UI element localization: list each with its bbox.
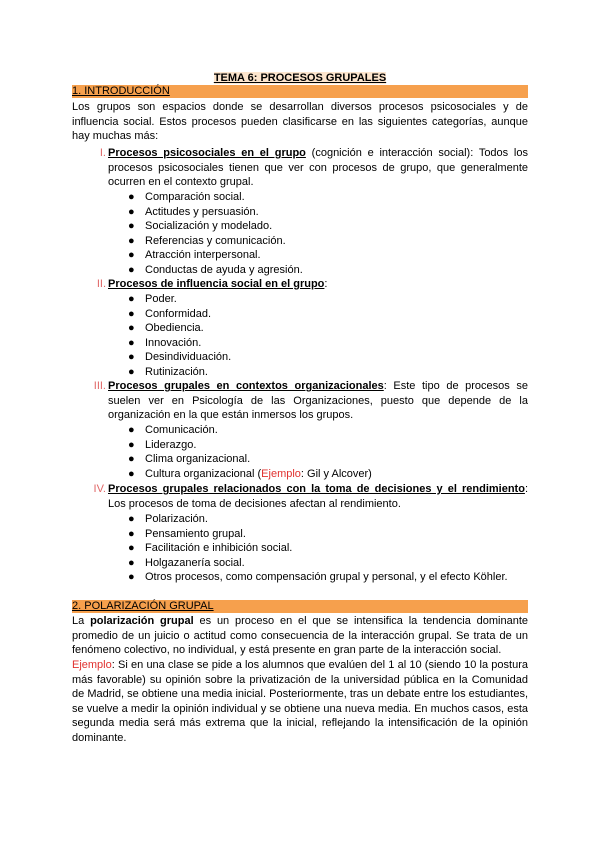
- list-item: Polarización.: [145, 513, 208, 525]
- list-item: Desindividuación.: [145, 351, 232, 363]
- example-paragraph: Ejemplo: Si en una clase se pide a los alumnos que evalúen del 1 al 10 (siendo 10 la postura más favorable) su opinión sobre la privatización de la universidad pública en la Comunidad de Madrid, se obtiene una media inicial. Posteriormente, tras un debate entre los estudiantes, se vuelve a medir la opinión individual y se obtiene una nueva media. En muchos casos, esta segunda media será más extrema que la inicial, reflejando la intensificación de la opinión dominante.: [72, 659, 528, 744]
- list-item: Cultura organizacional (Ejemplo: Gil y Alcover): [145, 467, 372, 480]
- numeral-1: I.: [99, 147, 106, 159]
- bullet-icon: ●: [128, 453, 135, 465]
- list-item: Obediencia.: [145, 322, 204, 334]
- list-item: Socialización y modelado.: [145, 220, 273, 232]
- list-item: Innovación.: [145, 336, 202, 349]
- item-2-title: Procesos de influencia social en el grupo: [108, 278, 325, 290]
- item-2-text: Procesos de influencia social en el grupo:: [108, 278, 328, 290]
- list-item: Liderazgo.: [145, 438, 197, 451]
- list-item: Atracción interpersonal.: [145, 249, 261, 261]
- item-4-text: Procesos grupales relacionados con la toma de decisiones y el rendimiento: Los procesos de toma de decisiones afectan al rendimiento.: [108, 483, 528, 510]
- bullet-icon: ●: [128, 234, 135, 247]
- bullet-icon: ●: [128, 336, 135, 349]
- bullet-icon: ●: [128, 527, 135, 540]
- example-label: Ejemplo: [261, 467, 301, 480]
- list-item: Conformidad.: [145, 307, 212, 320]
- section-heading-polarizacion: 2. POLARIZACIÓN GRUPAL: [72, 600, 528, 613]
- intro-paragraph: Los grupos son espacios donde se desarrollan diversos procesos psicosociales y de influencia social. Estos procesos pueden clasificarse en las siguientes categorías, aunque hay muchas más:: [72, 101, 528, 142]
- example-label: Ejemplo: [72, 659, 112, 671]
- bullet-icon: ●: [128, 249, 135, 261]
- bullet-icon: ●: [128, 365, 135, 378]
- bullet-icon: ●: [128, 467, 135, 480]
- bullet-icon: ●: [128, 307, 135, 320]
- section-heading-introduccion: 1. INTRODUCCIÓN: [72, 85, 528, 98]
- polarization-paragraph: La polarización grupal es un proceso en el que se intensifica la tendencia dominante promedio de un juicio o actitud como consecuencia de la interacción grupal. Se trata de un fenómeno colectivo, no individual, y está presente en gran parte de la interacción social.: [72, 615, 528, 656]
- numeral-3: III.: [93, 380, 106, 392]
- list-item: Clima organizacional.: [145, 453, 251, 465]
- bullet-icon: ●: [128, 293, 135, 305]
- list-item: Referencias y comunicación.: [145, 234, 286, 247]
- item-1-title: Procesos psicosociales en el grupo: [108, 147, 306, 159]
- list-item: Comparación social.: [145, 191, 245, 203]
- bullet-icon: ●: [128, 322, 135, 334]
- bullet-icon: ●: [128, 438, 135, 451]
- item-1-text: Procesos psicosociales en el grupo (cognición e interacción social): Todos los procesos psicosociales tienen que ver con procesos de grupo, que generalmente ocurren en el contexto grupal.: [108, 147, 528, 188]
- bullet-icon: ●: [128, 542, 135, 554]
- list-item: Otros procesos, como compensación grupal y personal, y el efecto Köhler.: [145, 571, 508, 583]
- bullet-icon: ●: [128, 351, 135, 363]
- item-4-title: Procesos grupales relacionados con la toma de decisiones y el rendimiento: [108, 483, 525, 495]
- page-title: TEMA 6: PROCESOS GRUPALES: [213, 72, 387, 84]
- numeral-4: IV.: [93, 483, 106, 495]
- numeral-2: II.: [96, 278, 106, 290]
- list-item: Holgazanería social.: [145, 556, 245, 569]
- list-item: Comunicación.: [145, 424, 218, 436]
- bullet-icon: ●: [128, 220, 135, 232]
- item-3-title: Procesos grupales en contextos organizacionales: [108, 380, 384, 392]
- list-item: Conductas de ayuda y agresión.: [145, 263, 303, 276]
- bullet-icon: ●: [128, 513, 135, 525]
- list-item: Pensamiento grupal.: [145, 527, 246, 540]
- bullet-icon: ●: [128, 556, 135, 569]
- bullet-icon: ●: [128, 263, 135, 276]
- polarization-term: polarización grupal: [90, 615, 194, 627]
- item-3-text: Procesos grupales en contextos organizacionales: Este tipo de procesos se suelen ver en Psicología de las Organizaciones, puesto que depende de la organización en la que están inmersos los grupos.: [108, 380, 528, 421]
- list-item: Facilitación e inhibición social.: [145, 542, 293, 554]
- list-item: Actitudes y persuasión.: [145, 205, 259, 218]
- bullet-icon: ●: [128, 571, 135, 583]
- bullet-icon: ●: [128, 205, 135, 218]
- list-item: Poder.: [145, 293, 177, 305]
- bullet-icon: ●: [128, 424, 135, 436]
- list-item: Rutinización.: [145, 365, 208, 378]
- bullet-icon: ●: [128, 191, 135, 203]
